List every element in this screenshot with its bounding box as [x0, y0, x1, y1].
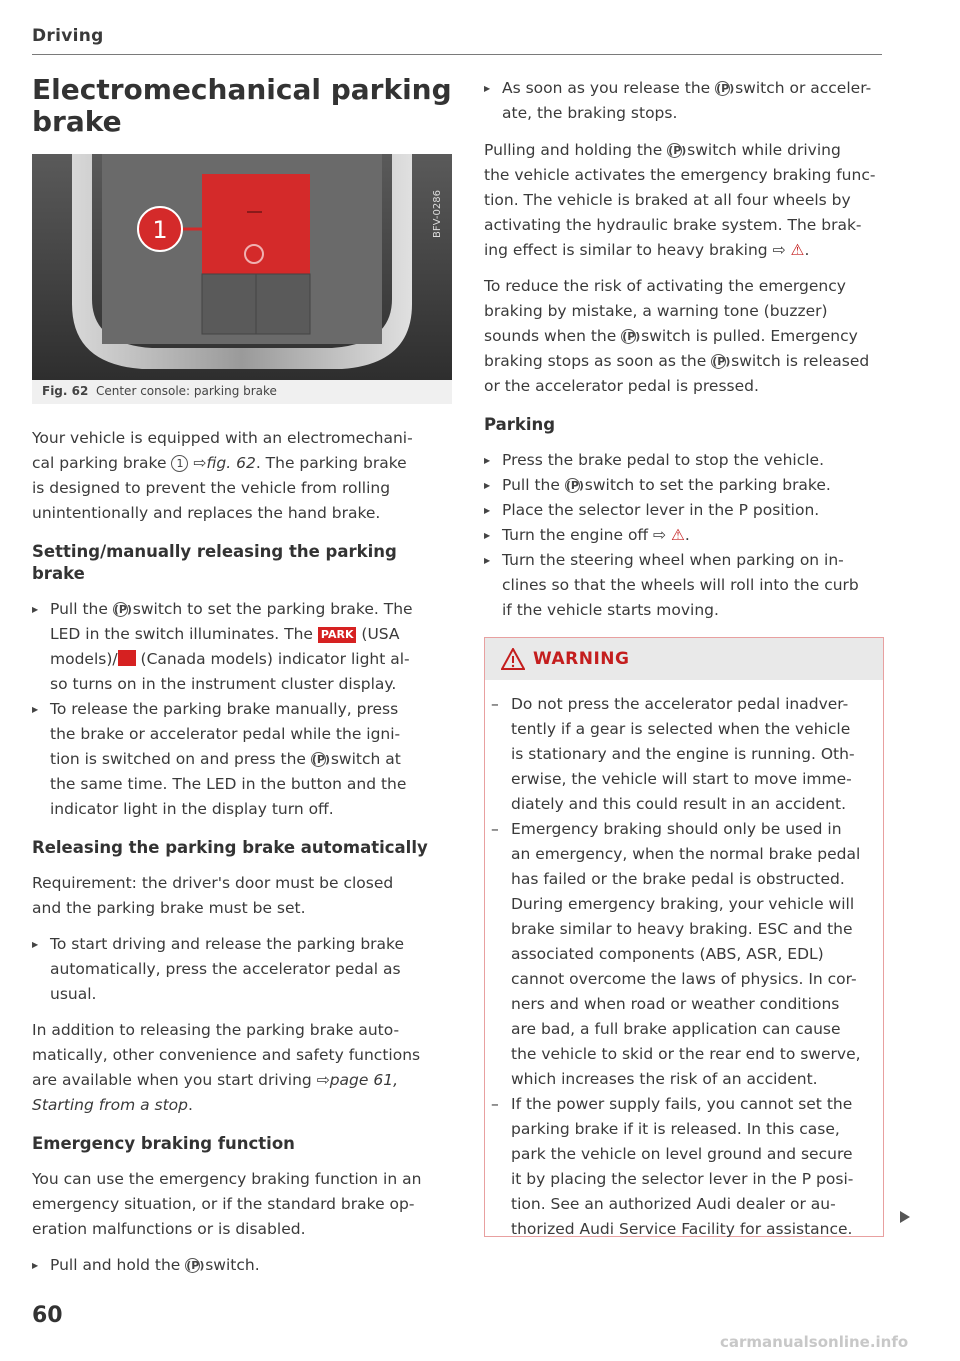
emergency-paragraph: You can use the emergency braking function in an emergency situation, or if the standard brake op- eration malfunctions or is disabled. [32, 1170, 422, 1238]
bullet-pull-set: ▶ Pull the (P) switch to set the parking brake. [484, 473, 886, 498]
addition-paragraph: In addition to releasing the parking brake auto- matically, other convenience and safety functions are available when you start driving ⇨page 61, Starting from a stop. [32, 1021, 421, 1114]
figure-callout: 1 [152, 216, 168, 244]
header-rule [32, 54, 882, 55]
bullet-release-manual: ▶ To release the parking brake manually, press the brake or accelerator pedal while the igni- tion is switched on and press the (P) switch at the same time. The LED in the button and the indicator light in the display turn off. [32, 697, 452, 822]
emergency-detail-paragraph: Pulling and holding the (P) switch while driving the vehicle activates the emergency braking func- tion. The vehicle is braked at all four wheels by activating the hydraulic brake system. The brak- ing effect is similar to heavy braking ⇨ ⚠. [484, 141, 876, 259]
warning-triangle-icon: ⚠ [790, 241, 805, 259]
warning-header [485, 638, 883, 680]
p-switch-icon: (P) [622, 330, 641, 343]
figure-62 [32, 154, 452, 404]
warning-item-power: – If the power supply fails, you cannot set the parking brake if it is released. In this case, park the vehicle on level ground and secure it by placing the selector lever in the P posi- tion. See an authorized Audi dealer or au- thorized Audi Service Facility for assistance. [487, 1092, 881, 1242]
fig-link[interactable]: fig. 62 [206, 454, 256, 472]
figure-code: BFV-0286 [432, 190, 443, 238]
callout-1-icon: 1 [171, 455, 188, 472]
bullet-engine-off: ▶ Turn the engine off ⇨ ⚠. [484, 523, 886, 548]
continue-arrow-icon[interactable] [898, 1210, 912, 1224]
warning-triangle-icon: ⚠ [670, 526, 685, 544]
bullet-press-brake: ▶ Press the brake pedal to stop the vehicle. [484, 448, 886, 473]
bullet-pull-switch: ▶ Pull the (P) switch to set the parking brake. The LED in the switch illuminates. The PARK (USA models)/ (Canada models) indicator light al- so turns on in the instrument cluster display. [32, 597, 452, 697]
heading-setting: Setting/manually releasing the parking brake [32, 542, 397, 583]
p-switch-icon: (P) [668, 144, 687, 157]
page-61-link[interactable]: page 61, [329, 1071, 398, 1089]
p-switch-icon: (P) [311, 753, 331, 766]
warning-item-accelerator: – Do not press the accelerator pedal inadver- tently if a gear is selected when the vehicle is stationary and the engine is running. Oth- erwise, the vehicle will start to move imme- diately and this could result in an accident. [487, 692, 881, 817]
section-title: Driving [32, 26, 104, 46]
reduce-risk-paragraph: To reduce the risk of activating the emergency braking by mistake, a warning tone (buzzer) sounds when the (P) switch is pulled. Emergency braking stops as soon as the (P) switch is released or the accelerator pedal is pressed. [484, 277, 870, 395]
requirement-paragraph: Requirement: the driver's door must be closed and the parking brake must be set. [32, 874, 394, 917]
park-indicator-icon: PARK [318, 627, 357, 643]
warning-triangle-icon [501, 648, 525, 670]
watermark: carmanualsonline.info [720, 1333, 909, 1351]
warning-title: WARNING [533, 649, 630, 669]
center-console-illustration [32, 154, 452, 380]
p-switch-icon: (P) [712, 355, 731, 368]
heading-release-auto: Releasing the parking brake automatically [32, 838, 428, 857]
page-header [32, 26, 882, 46]
heading-parking: Parking [484, 415, 556, 434]
p-switch-icon: (P) [565, 479, 584, 492]
intro-paragraph: Your vehicle is equipped with an electromechani- cal parking brake 1 ⇨fig. 62. The parking brake is designed to prevent the vehicle from rolling unintentionally and replaces the hand brake. [32, 429, 413, 522]
page-title: Electromechanical parking brake [32, 73, 452, 138]
bullet-steering-wheel: ▶ Turn the steering wheel when parking on in- clines so that the wheels will roll into the curb if the vehicle starts moving. [484, 548, 886, 623]
page-number: 60 [32, 1303, 63, 1328]
figure-caption: Fig. 62 Center console: parking brake [42, 384, 277, 398]
bullet-pull-hold: ▶ Pull and hold the (P) switch. [32, 1253, 452, 1278]
heading-emergency: Emergency braking function [32, 1134, 295, 1153]
p-switch-icon: (P) [113, 603, 132, 616]
canada-indicator-icon [118, 650, 136, 666]
p-switch-icon: (P) [716, 82, 735, 95]
warning-box [484, 637, 884, 1237]
bullet-selector-lever: ▶ Place the selector lever in the P position. [484, 498, 886, 523]
p-switch-icon: (P) [186, 1259, 205, 1272]
bullet-release-stops: ▶ As soon as you release the (P) switch or acceler- ate, the braking stops. [484, 76, 886, 126]
bullet-start-driving: ▶ To start driving and release the parking brake automatically, press the accelerator pedal as usual. [32, 932, 452, 1007]
warning-item-emergency: – Emergency braking should only be used in an emergency, when the normal brake pedal has failed or the brake pedal is obstructed. During emergency braking, your vehicle will brake similar to heavy braking. ESC and the associated components (ABS, ASR, EDL) cannot overcome the laws of physics. In cor- ners and when road or weather conditions are bad, a full brake application can cause the vehicle to skid or the rear end to swerve, which increases the risk of an accident. [487, 817, 881, 1092]
